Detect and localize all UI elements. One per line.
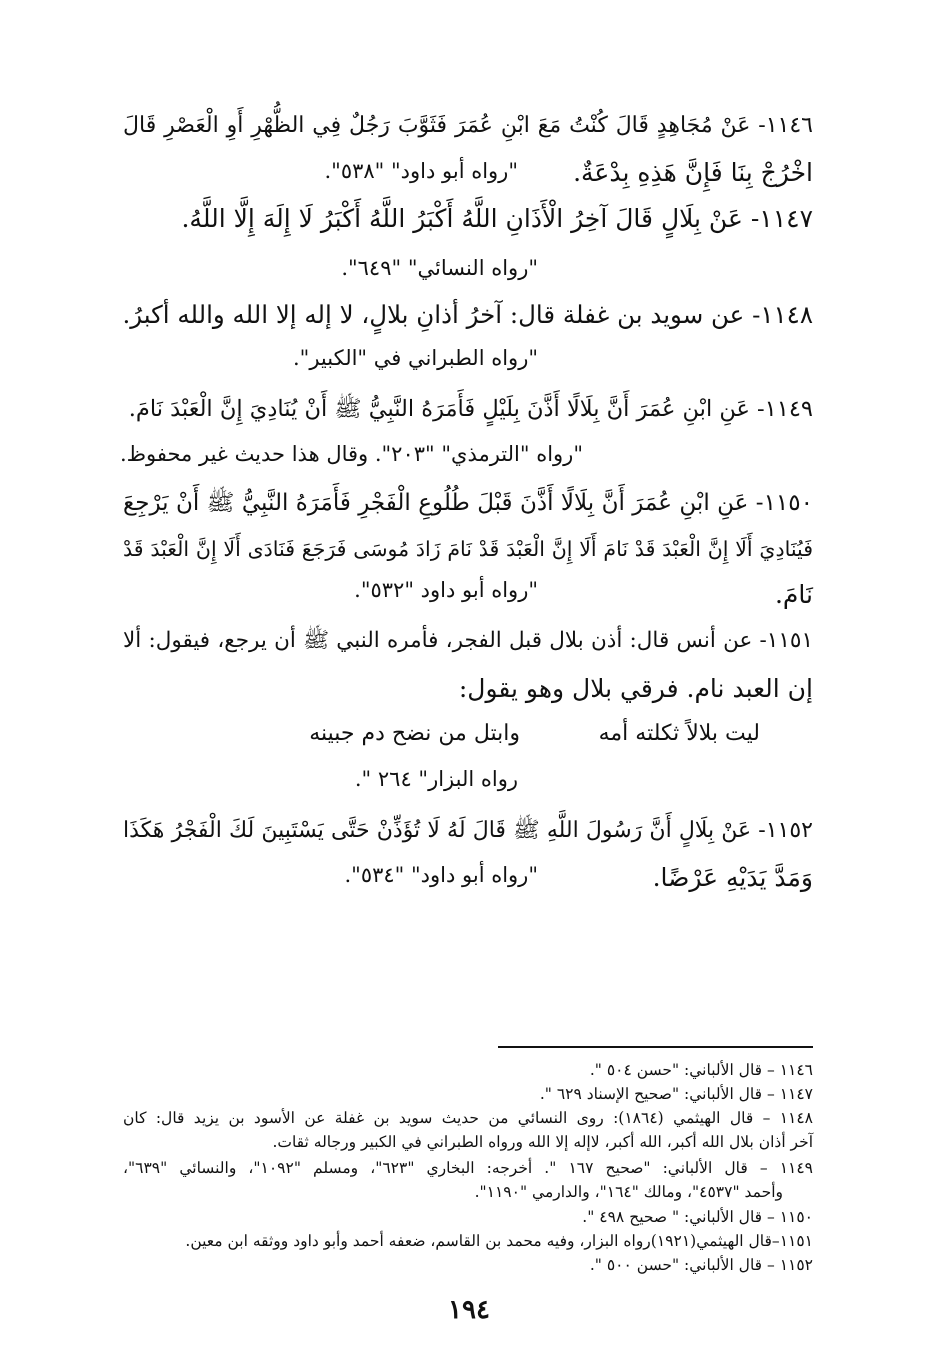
page-number: ١٩٤: [448, 1295, 490, 1325]
verse-first-hemistich: ليت بلالاً ثكلته أمه: [598, 721, 760, 746]
hadith-1146-source: "رواه أبو داود" "٥٣٨".: [324, 159, 518, 183]
hadith-1148-source: "رواه الطبراني في "الكبير".: [293, 346, 538, 370]
hadith-1150-line-2: فَيُنَادِيَ أَلَا إِنَّ الْعَبْدَ قَدْ نَامَ أَلَا إِنَّ الْعَبْدَ قَدْ نَامَ زَادَ مُوسَى فَرَجَعَ فَنَادَى أَلَا إِنَّ الْعَبْدَ قَدْ: [123, 537, 813, 561]
hadith-1149-source: "رواه "الترمذي" "٢٠٣". وقال هذا حديث غير محفوظ.: [119, 442, 583, 466]
hadith-1151-line-1: ١١٥١- عن أنس قال: أذن بلال قبل الفجر، فأمره النبي ﷺ أن يرجع، فيقول: ألا: [123, 628, 813, 653]
hadith-1146-line-2: اخْرُجْ بِنَا فَإِنَّ هَذِهِ بِدْعَةٌ.: [573, 158, 813, 187]
hadith-1147-source: "رواه النسائي" "٦٤٩".: [341, 256, 538, 280]
verse-second-hemistich: وابتل من نضح دم جبينه: [309, 721, 520, 746]
hadith-1152-source: "رواه أبو داود" "٥٣٤".: [344, 863, 538, 887]
hadith-1149-line-1: ١١٤٩- عَنِ ابْنِ عُمَرَ أَنَّ بِلَالًا أَذَّنَ بِلَيْلٍ فَأَمَرَهُ النَّبِيُّ ﷺ أَنْ يُنَادِيَ إِنَّ الْعَبْدَ نَامَ.: [128, 396, 813, 422]
hadith-1151-source: رواه البزار" ٢٦٤ ".: [354, 767, 518, 791]
hadith-1150-source: "رواه أبو داود "٥٣٢".: [354, 578, 538, 602]
footnote-1150: ١١٥٠ – قال الألباني: " صحيح ٤٩٨ ".: [582, 1208, 813, 1226]
hadith-1150-line-1: ١١٥٠- عَنِ ابْنِ عُمَرَ أَنَّ بِلَالًا أَذَّنَ قَبْلَ طُلُوعِ الْفَجْرِ فَأَمَرَهُ النَّبِيُّ ﷺ أَنْ يَرْجِعَ: [123, 490, 813, 516]
footnote-1148-line-1: ١١٤٨ – قال الهيثمي (١٨٦٤): روى النسائي من حديث سويد بن غفلة عن الأسود بن يزيد قال: كان: [123, 1109, 813, 1127]
footnote-1151: ١١٥١–قال الهيثمي(١٩٢١)رواه البزار، وفيه محمد بن القاسم، ضعفه أحمد وأبو داود ووثقه ابن معين.: [185, 1232, 813, 1250]
hadith-1152-line-2: وَمَدَّ يَدَيْهِ عَرْضًا.: [652, 863, 813, 892]
hadith-1152-line-1: ١١٥٢- عَنْ بِلَالٍ أَنَّ رَسُولَ اللَّهِ ﷺ قَالَ لَهُ لَا تُؤَذِّنْ حَتَّى يَسْتَبِينَ لَكَ الْفَجْرُ هَكَذَا: [123, 818, 813, 843]
footnote-1149-line-2: وأحمد "٤٥٣٧"، ومالك "١٦٤"، والدارمي "١١٩٠".: [474, 1183, 783, 1201]
hadith-1148-line-1: ١١٤٨- عن سويد بن غفلة قال: آخرُ أذانِ بلالٍ، لا إله إلا الله والله أكبرُ.: [122, 300, 813, 329]
footnote-1149-line-1: ١١٤٩ – قال الألباني: "صحيح ١٦٧ ". أخرجه: البخاري "٦٢٣"، ومسلم "١٠٩٢"، والنسائي "٦٣٩"،: [123, 1159, 814, 1177]
footnote-1146: ١١٤٦ – قال الألباني: "حسن ٥٠٤ ".: [589, 1061, 813, 1079]
footnote-1147: ١١٤٧ – قال الألباني: "صحيح الإسناد ٦٢٩ ".: [539, 1085, 813, 1103]
hadith-1147-line-1: ١١٤٧- عَنْ بِلَالٍ قَالَ آخِرُ الْأَذَانِ اللَّهُ أَكْبَرُ اللَّهُ أَكْبَرُ لَا إِلَهَ إِلَّا اللَّهُ.: [181, 204, 813, 233]
footnote-1152: ١١٥٢ – قال الألباني: "حسن ٥٠٠ ".: [589, 1256, 813, 1274]
footnote-divider: [498, 1046, 813, 1048]
hadith-1146-line-1: ١١٤٦- عَنْ مُجَاهِدٍ قَالَ كُنْتُ مَعَ ابْنِ عُمَرَ فَثَوَّبَ رَجُلٌ فِي الظُّهْرِ أَوِ الْعَصْرِ قَالَ: [123, 113, 813, 138]
hadith-1151-line-2: إن العبد نام. فرقي بلال وهو يقول:: [458, 674, 813, 703]
hadith-1150-line-3: نَامَ.: [774, 580, 813, 609]
footnote-1148-line-2: آخر أذان بلال الله أكبر، الله أكبر، لاإله إلا الله ورواه الطبراني في الكبير ورجاله ثقات.: [272, 1133, 813, 1151]
